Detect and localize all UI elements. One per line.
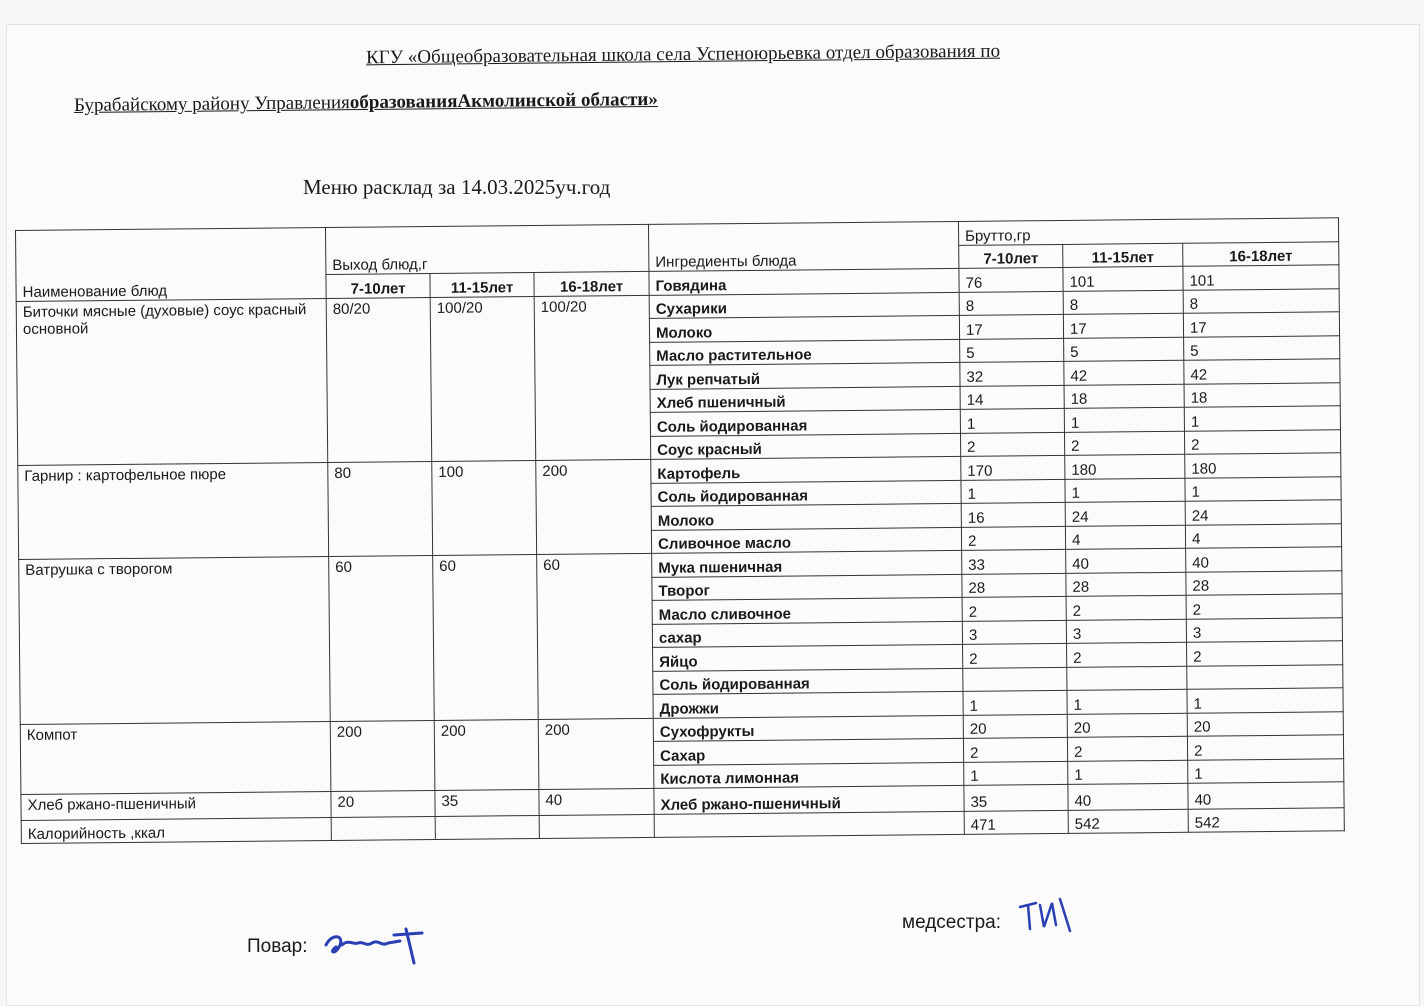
ingredient-name: сахар — [652, 621, 962, 647]
dish-yield: 100 — [432, 461, 537, 556]
gross-value: 40 — [1066, 548, 1186, 573]
ingredient-name: Соус красный — [651, 433, 961, 459]
dish-name: Хлеб ржано-пшеничный — [21, 791, 331, 819]
ingredient-name: Сухофрукты — [653, 715, 963, 741]
dish-yield: 60 — [433, 555, 539, 720]
calories-value: 542 — [1188, 807, 1344, 832]
calories-value: 542 — [1068, 809, 1188, 834]
dish-yield: 35 — [435, 789, 539, 815]
gross-value: 28 — [1186, 570, 1342, 595]
gross-value — [1067, 666, 1187, 691]
ingredient-name: Соль йодированная — [653, 668, 963, 694]
dish-yield: 80 — [328, 462, 433, 557]
dish-yield: 60 — [537, 553, 654, 719]
gross-value: 33 — [962, 549, 1066, 573]
ingredient-name: Соль йодированная — [650, 409, 960, 435]
dish-yield: 80/20 — [326, 297, 432, 462]
dish-yield: 200 — [538, 718, 654, 790]
gross-value: 32 — [960, 361, 1064, 385]
ingredient-name: Масло сливочное — [652, 597, 962, 623]
empty-cell — [539, 814, 654, 839]
gross-value: 5 — [1184, 335, 1340, 360]
dish-yield: 200 — [434, 719, 539, 790]
gross-value: 2 — [1184, 429, 1340, 454]
ingredient-name: Творог — [652, 574, 962, 600]
gross-value: 24 — [1065, 501, 1185, 526]
gross-value: 42 — [1184, 359, 1340, 384]
gross-value: 4 — [1065, 525, 1185, 550]
gross-value: 24 — [1185, 500, 1341, 525]
dish-yield: 40 — [539, 788, 654, 815]
gross-value: 1 — [960, 408, 1064, 432]
cook-signature-area — [247, 936, 308, 958]
gross-value: 20 — [1187, 711, 1343, 736]
gross-value: 4 — [1185, 523, 1341, 548]
header-yield-age: 11-15лет — [430, 273, 534, 297]
gross-value: 17 — [1063, 313, 1183, 338]
gross-value: 28 — [962, 573, 1066, 597]
gross-value: 1 — [963, 690, 1067, 714]
gross-value: 180 — [1065, 454, 1185, 479]
gross-value: 1 — [1067, 689, 1187, 714]
gross-value: 101 — [1183, 265, 1339, 290]
gross-value: 5 — [960, 338, 1064, 362]
gross-value: 101 — [1063, 266, 1183, 291]
header-gross-age: 11-15лет — [1063, 243, 1183, 268]
header-yield: Выход блюд,г — [325, 224, 648, 274]
school-header-line2-normal: Бурабайскому району Управления — [73, 92, 350, 117]
gross-value: 1 — [1065, 478, 1185, 503]
gross-value: 8 — [1063, 290, 1183, 315]
dish-yield: 20 — [331, 790, 435, 816]
gross-value: 180 — [1185, 453, 1341, 478]
gross-value: 1 — [1068, 760, 1188, 785]
school-header-line1: КГУ «Общеобразовательная школа села Успеноюрьевка отдел образования по — [365, 40, 1001, 69]
gross-value: 18 — [1184, 382, 1340, 407]
gross-value: 8 — [959, 291, 1063, 315]
gross-value: 1 — [1187, 688, 1343, 713]
gross-value: 40 — [1068, 783, 1188, 810]
ingredient-name: Соль йодированная — [651, 480, 961, 506]
gross-value: 2 — [1067, 736, 1187, 761]
ingredient-name: Хлеб пшеничный — [650, 386, 960, 412]
gross-value: 3 — [1186, 617, 1342, 642]
gross-value: 2 — [960, 432, 1064, 456]
cook-label: Повар: — [247, 936, 308, 957]
empty-cell — [331, 816, 435, 840]
nurse-signature — [1010, 895, 1080, 935]
gross-value: 2 — [961, 526, 1065, 550]
nurse-signature-area — [902, 912, 1001, 934]
empty-cell — [435, 815, 539, 839]
ingredient-name: Лук репчатый — [650, 362, 960, 388]
gross-value: 16 — [961, 502, 1065, 526]
gross-value: 2 — [1067, 642, 1187, 667]
empty-cell — [654, 811, 964, 837]
ingredient-name: Говядина — [649, 268, 959, 294]
gross-value: 2 — [962, 596, 1066, 620]
gross-value: 2 — [1066, 595, 1186, 620]
header-gross: Брутто,гр — [958, 218, 1338, 245]
dish-yield: 200 — [330, 720, 435, 791]
gross-value: 2 — [1186, 594, 1342, 619]
gross-value: 17 — [1183, 312, 1339, 337]
gross-value: 76 — [959, 267, 1063, 291]
menu-table — [15, 217, 1345, 844]
dish-name: Ватрушка с творогом — [19, 557, 331, 724]
calories-label: Калорийность ,ккал — [21, 817, 331, 843]
menu-table-wrapper — [15, 217, 1346, 844]
ingredient-name: Мука пшеничная — [652, 550, 962, 576]
ingredient-name: Картофель — [651, 456, 961, 482]
nurse-label: медсестра: — [902, 912, 1001, 933]
ingredient-name: Сливочное масло — [651, 527, 961, 553]
dish-yield: 200 — [536, 459, 652, 554]
ingredient-name: Молоко — [651, 503, 961, 529]
gross-value: 1 — [1185, 476, 1341, 501]
dish-yield: 100/20 — [430, 296, 536, 461]
dish-yield: 60 — [329, 556, 435, 721]
ingredient-name: Сахар — [653, 738, 963, 764]
header-yield-age: 7-10лет — [326, 274, 430, 298]
gross-value: 40 — [1186, 547, 1342, 572]
menu-title: Меню расклад за 14.03.2025уч.год — [303, 175, 611, 199]
ingredient-name: Хлеб ржано-пшеничный — [654, 785, 964, 813]
header-gross-age: 16-18лет — [1183, 241, 1339, 266]
gross-value — [1187, 664, 1343, 689]
calories-value: 471 — [964, 810, 1068, 834]
dish-name: Биточки мясные (духовые) соус красный основной — [16, 298, 328, 465]
cook-signature — [318, 915, 438, 970]
gross-value: 28 — [1066, 572, 1186, 597]
gross-value: 18 — [1064, 384, 1184, 409]
gross-value: 1 — [1184, 406, 1340, 431]
header-dish: Наименование блюд — [16, 228, 327, 301]
school-header-line2-bold: образованияАкмолинской области» — [349, 88, 658, 114]
gross-value: 8 — [1183, 288, 1339, 313]
gross-value: 2 — [963, 643, 1067, 667]
gross-value: 14 — [960, 385, 1064, 409]
gross-value: 3 — [962, 620, 1066, 644]
ingredient-name: Масло растительное — [650, 339, 960, 365]
gross-value: 2 — [963, 737, 1067, 761]
gross-value: 1 — [961, 479, 1065, 503]
gross-value: 5 — [1064, 337, 1184, 362]
ingredient-name: Сухарики — [649, 292, 959, 318]
gross-value: 1 — [1064, 407, 1184, 432]
ingredient-name: Кислота лимонная — [654, 762, 964, 788]
dish-name: Гарнир : картофельное пюре — [18, 463, 329, 560]
gross-value: 20 — [963, 714, 1067, 738]
gross-value: 1 — [964, 761, 1068, 785]
gross-value: 17 — [959, 314, 1063, 338]
gross-value: 2 — [1187, 735, 1343, 760]
gross-value: 2 — [1187, 641, 1343, 666]
ingredient-name: Яйцо — [653, 644, 963, 670]
gross-value: 40 — [1188, 782, 1344, 809]
gross-value: 42 — [1064, 360, 1184, 385]
header-gross-age: 7-10лет — [959, 244, 1063, 268]
ingredient-name: Молоко — [649, 315, 959, 341]
dish-yield: 100/20 — [534, 295, 651, 461]
gross-value — [963, 667, 1067, 691]
gross-value: 20 — [1067, 713, 1187, 738]
gross-value: 170 — [961, 455, 1065, 479]
gross-value: 1 — [1188, 758, 1344, 783]
header-yield-age: 16-18лет — [534, 271, 649, 296]
header-ingredients: Ингредиенты блюда — [648, 221, 958, 271]
ingredient-name: Дрожжи — [653, 691, 963, 717]
gross-value: 2 — [1064, 431, 1184, 456]
dish-name: Компот — [20, 721, 331, 794]
gross-value: 35 — [964, 784, 1068, 810]
gross-value: 3 — [1066, 619, 1186, 644]
